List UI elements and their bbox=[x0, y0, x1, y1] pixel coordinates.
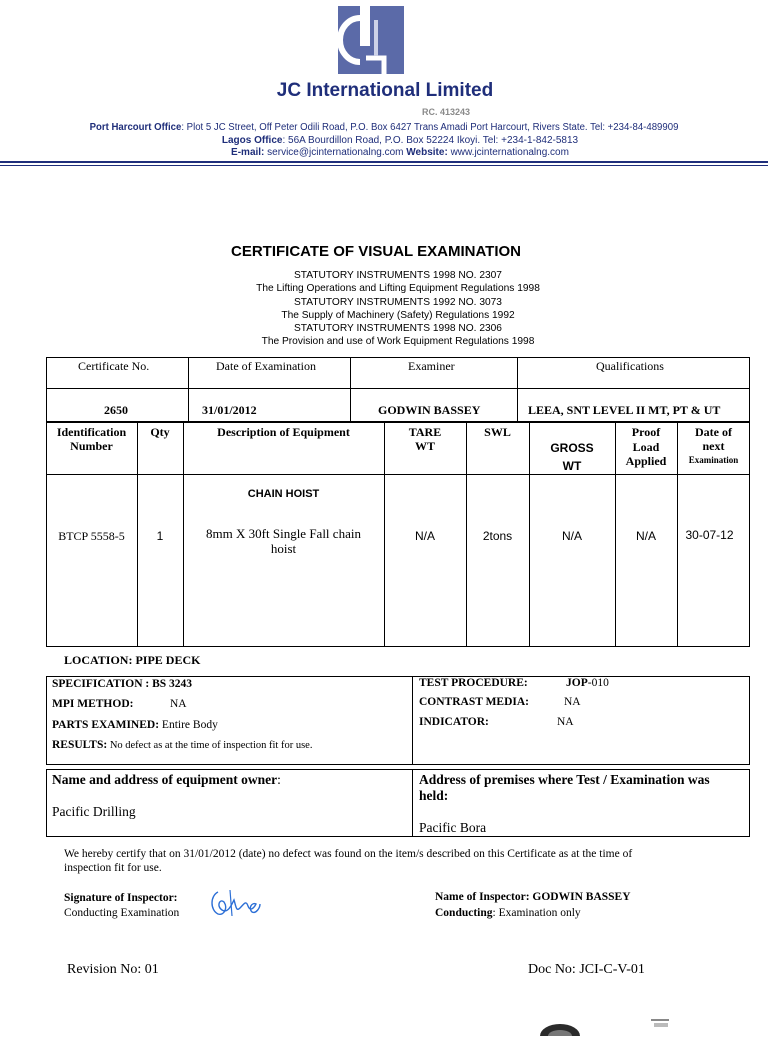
conducting-value: : Examination only bbox=[492, 907, 581, 919]
header-identification-number bbox=[46, 425, 137, 453]
inspector-name bbox=[435, 891, 631, 903]
results-value: No defect as at the time of inspection fit for use. bbox=[107, 740, 313, 751]
company-name: JC International Limited bbox=[276, 80, 494, 101]
cert-col-sep bbox=[188, 357, 189, 422]
certification-mark bbox=[648, 1014, 678, 1024]
certificate-title: CERTIFICATE OF VISUAL EXAMINATION bbox=[230, 243, 521, 260]
ph-office-line bbox=[0, 122, 768, 133]
email-label: E-mail: bbox=[231, 147, 265, 158]
signature-label: Signature of Inspector: bbox=[64, 892, 178, 904]
equipment-desc-title: CHAIN HOIST bbox=[247, 488, 320, 500]
header-description: Description of Equipment bbox=[217, 425, 350, 439]
owner-box-sep bbox=[412, 769, 413, 837]
header-divider-thick bbox=[0, 161, 768, 163]
inspector-name-value: GODWIN BASSEY bbox=[532, 891, 631, 903]
equipment-tare-wt: N/A bbox=[414, 529, 435, 543]
mpi-method-label: MPI METHOD: bbox=[52, 698, 134, 710]
owner-value: Pacific Drilling bbox=[52, 804, 136, 819]
document-number: Doc No: JCI-C-V-01 bbox=[528, 962, 645, 977]
parts-examined bbox=[52, 719, 218, 731]
conducting-label: Conducting bbox=[435, 907, 493, 919]
header-qty: Qty bbox=[150, 425, 170, 439]
regulation-line: The Provision and use of Work Equipment Regulations 1998 bbox=[261, 336, 535, 348]
description-line: hoist bbox=[270, 541, 297, 556]
header-text: Number bbox=[70, 439, 113, 453]
header-qualifications: Qualifications bbox=[596, 359, 664, 373]
header-swl: SWL bbox=[484, 425, 511, 439]
header-date-of-next-examination bbox=[677, 425, 750, 467]
signature-sub-label: Conducting Examination bbox=[64, 907, 180, 919]
header-text: TARE bbox=[408, 425, 442, 439]
regulation-line: STATUTORY INSTRUMENTS 1998 NO. 2306 bbox=[294, 323, 502, 335]
certification-line: inspection fit for use. bbox=[64, 862, 162, 874]
date-of-examination-value: 31/01/2012 bbox=[202, 403, 257, 417]
header-text: Identification bbox=[56, 425, 127, 439]
test-procedure-label: TEST PROCEDURE: bbox=[419, 677, 528, 689]
equipment-description bbox=[183, 526, 384, 556]
regulation-line: STATUTORY INSTRUMENTS 1998 NO. 2307 bbox=[294, 270, 502, 281]
equipment-next-exam-date: 30-07-12 bbox=[685, 528, 734, 542]
header-text: Examination bbox=[688, 455, 739, 465]
header-divider-thin bbox=[0, 165, 768, 166]
equipment-qty: 1 bbox=[156, 529, 164, 543]
parts-examined-label: PARTS EXAMINED: bbox=[52, 719, 160, 731]
inspector-signature bbox=[206, 886, 262, 922]
certification-line: We hereby certify that on 31/01/2012 (date) no defect was found on the item/s described on this Certificate as at the time of bbox=[64, 848, 633, 860]
examiner-value: GODWIN BASSEY bbox=[378, 403, 481, 417]
certification-statement bbox=[64, 847, 754, 875]
header-text: GROSS bbox=[550, 441, 594, 455]
lagos-office-text: : 56A Bourdillon Road, P.O. Box 52224 Ikoyi. Tel: +234-1-842-5813 bbox=[282, 135, 579, 146]
premises-value: Pacific Bora bbox=[419, 820, 487, 835]
owner-label-colon: : bbox=[277, 772, 281, 787]
description-line: 8mm X 30ft Single Fall chain bbox=[206, 526, 361, 541]
inspector-name-label: Name of Inspector: bbox=[435, 891, 530, 903]
premises-label bbox=[419, 772, 749, 804]
header-text: Applied bbox=[625, 454, 667, 468]
equipment-proof-load: N/A bbox=[635, 529, 656, 543]
header-tare-wt bbox=[384, 425, 466, 453]
indicator-value: NA bbox=[557, 716, 574, 728]
cert-col-sep bbox=[517, 357, 518, 422]
header-gross-wt bbox=[529, 439, 615, 475]
rc-number: RC. 413243 bbox=[422, 107, 471, 117]
results-label: RESULTS: bbox=[52, 739, 108, 751]
lagos-office-label: Lagos Office bbox=[221, 135, 283, 146]
header-text: Date of bbox=[695, 425, 732, 439]
ph-office-label: Port Harcourt Office bbox=[89, 122, 182, 133]
header-date-of-examination: Date of Examination bbox=[216, 359, 316, 373]
indicator-label: INDICATOR: bbox=[419, 716, 489, 728]
contrast-media-value: NA bbox=[564, 696, 581, 708]
owner-label bbox=[52, 772, 281, 788]
location: LOCATION: PIPE DECK bbox=[64, 653, 201, 667]
lagos-office-line bbox=[0, 135, 768, 146]
premises-label-line: Address of premises where Test / Examination was bbox=[419, 772, 710, 787]
parts-examined-value: Entire Body bbox=[159, 719, 218, 731]
header-proof-load-applied bbox=[615, 425, 677, 469]
contact-line bbox=[0, 147, 768, 158]
test-procedure-value bbox=[566, 677, 609, 689]
equipment-swl: 2tons bbox=[482, 529, 513, 543]
conducting bbox=[435, 907, 581, 919]
ph-office-text: : Plot 5 JC Street, Off Peter Odili Road, P.O. Box 6427 Trans Amadi Port Harcourt, Rivers State. Tel: +234-84-489909 bbox=[181, 122, 679, 133]
regulation-line: The Supply of Machinery (Safety) Regulations 1992 bbox=[281, 309, 515, 321]
regulations-list bbox=[0, 269, 768, 349]
revision-number: Revision No: 01 bbox=[67, 962, 159, 977]
website-label: Website: bbox=[406, 147, 448, 158]
header-text: Load bbox=[632, 439, 660, 454]
test-procedure-number: -010 bbox=[587, 677, 609, 689]
cert-table-divider bbox=[46, 388, 750, 389]
header-text: WT bbox=[562, 459, 582, 473]
equipment-header-divider bbox=[46, 474, 750, 475]
specification: SPECIFICATION : BS 3243 bbox=[52, 678, 193, 690]
mpi-method-value: NA bbox=[170, 698, 187, 710]
certification-stamp bbox=[538, 1016, 582, 1036]
premises-label-line: held: bbox=[419, 788, 449, 803]
header-text: WT bbox=[414, 439, 435, 453]
email-link[interactable]: service@jcinternationalng.com bbox=[267, 147, 404, 158]
equipment-id: BTCP 5558-5 bbox=[58, 529, 125, 543]
header-certificate-no: Certificate No. bbox=[78, 359, 150, 373]
regulation-line: STATUTORY INSTRUMENTS 1992 NO. 3073 bbox=[294, 296, 502, 308]
contrast-media-label: CONTRAST MEDIA: bbox=[419, 696, 530, 708]
qualifications-value: LEEA, SNT LEVEL II MT, PT & UT bbox=[528, 403, 721, 417]
certificate-no-value: 2650 bbox=[104, 403, 128, 417]
test-procedure-code: JOP bbox=[566, 677, 588, 689]
cert-col-sep bbox=[350, 357, 351, 422]
header-examiner: Examiner bbox=[408, 359, 455, 373]
header-text: Proof bbox=[631, 425, 661, 439]
header-text: next bbox=[702, 439, 725, 453]
owner-label-text: Name and address of equipment owner bbox=[52, 772, 278, 787]
website-link[interactable]: www.jcinternationalng.com bbox=[450, 147, 569, 158]
company-logo bbox=[338, 6, 404, 74]
equipment-gross-wt: N/A bbox=[561, 529, 582, 543]
spec-box-sep bbox=[412, 676, 413, 765]
results bbox=[52, 739, 312, 751]
regulation-line: The Lifting Operations and Lifting Equipment Regulations 1998 bbox=[256, 283, 540, 295]
